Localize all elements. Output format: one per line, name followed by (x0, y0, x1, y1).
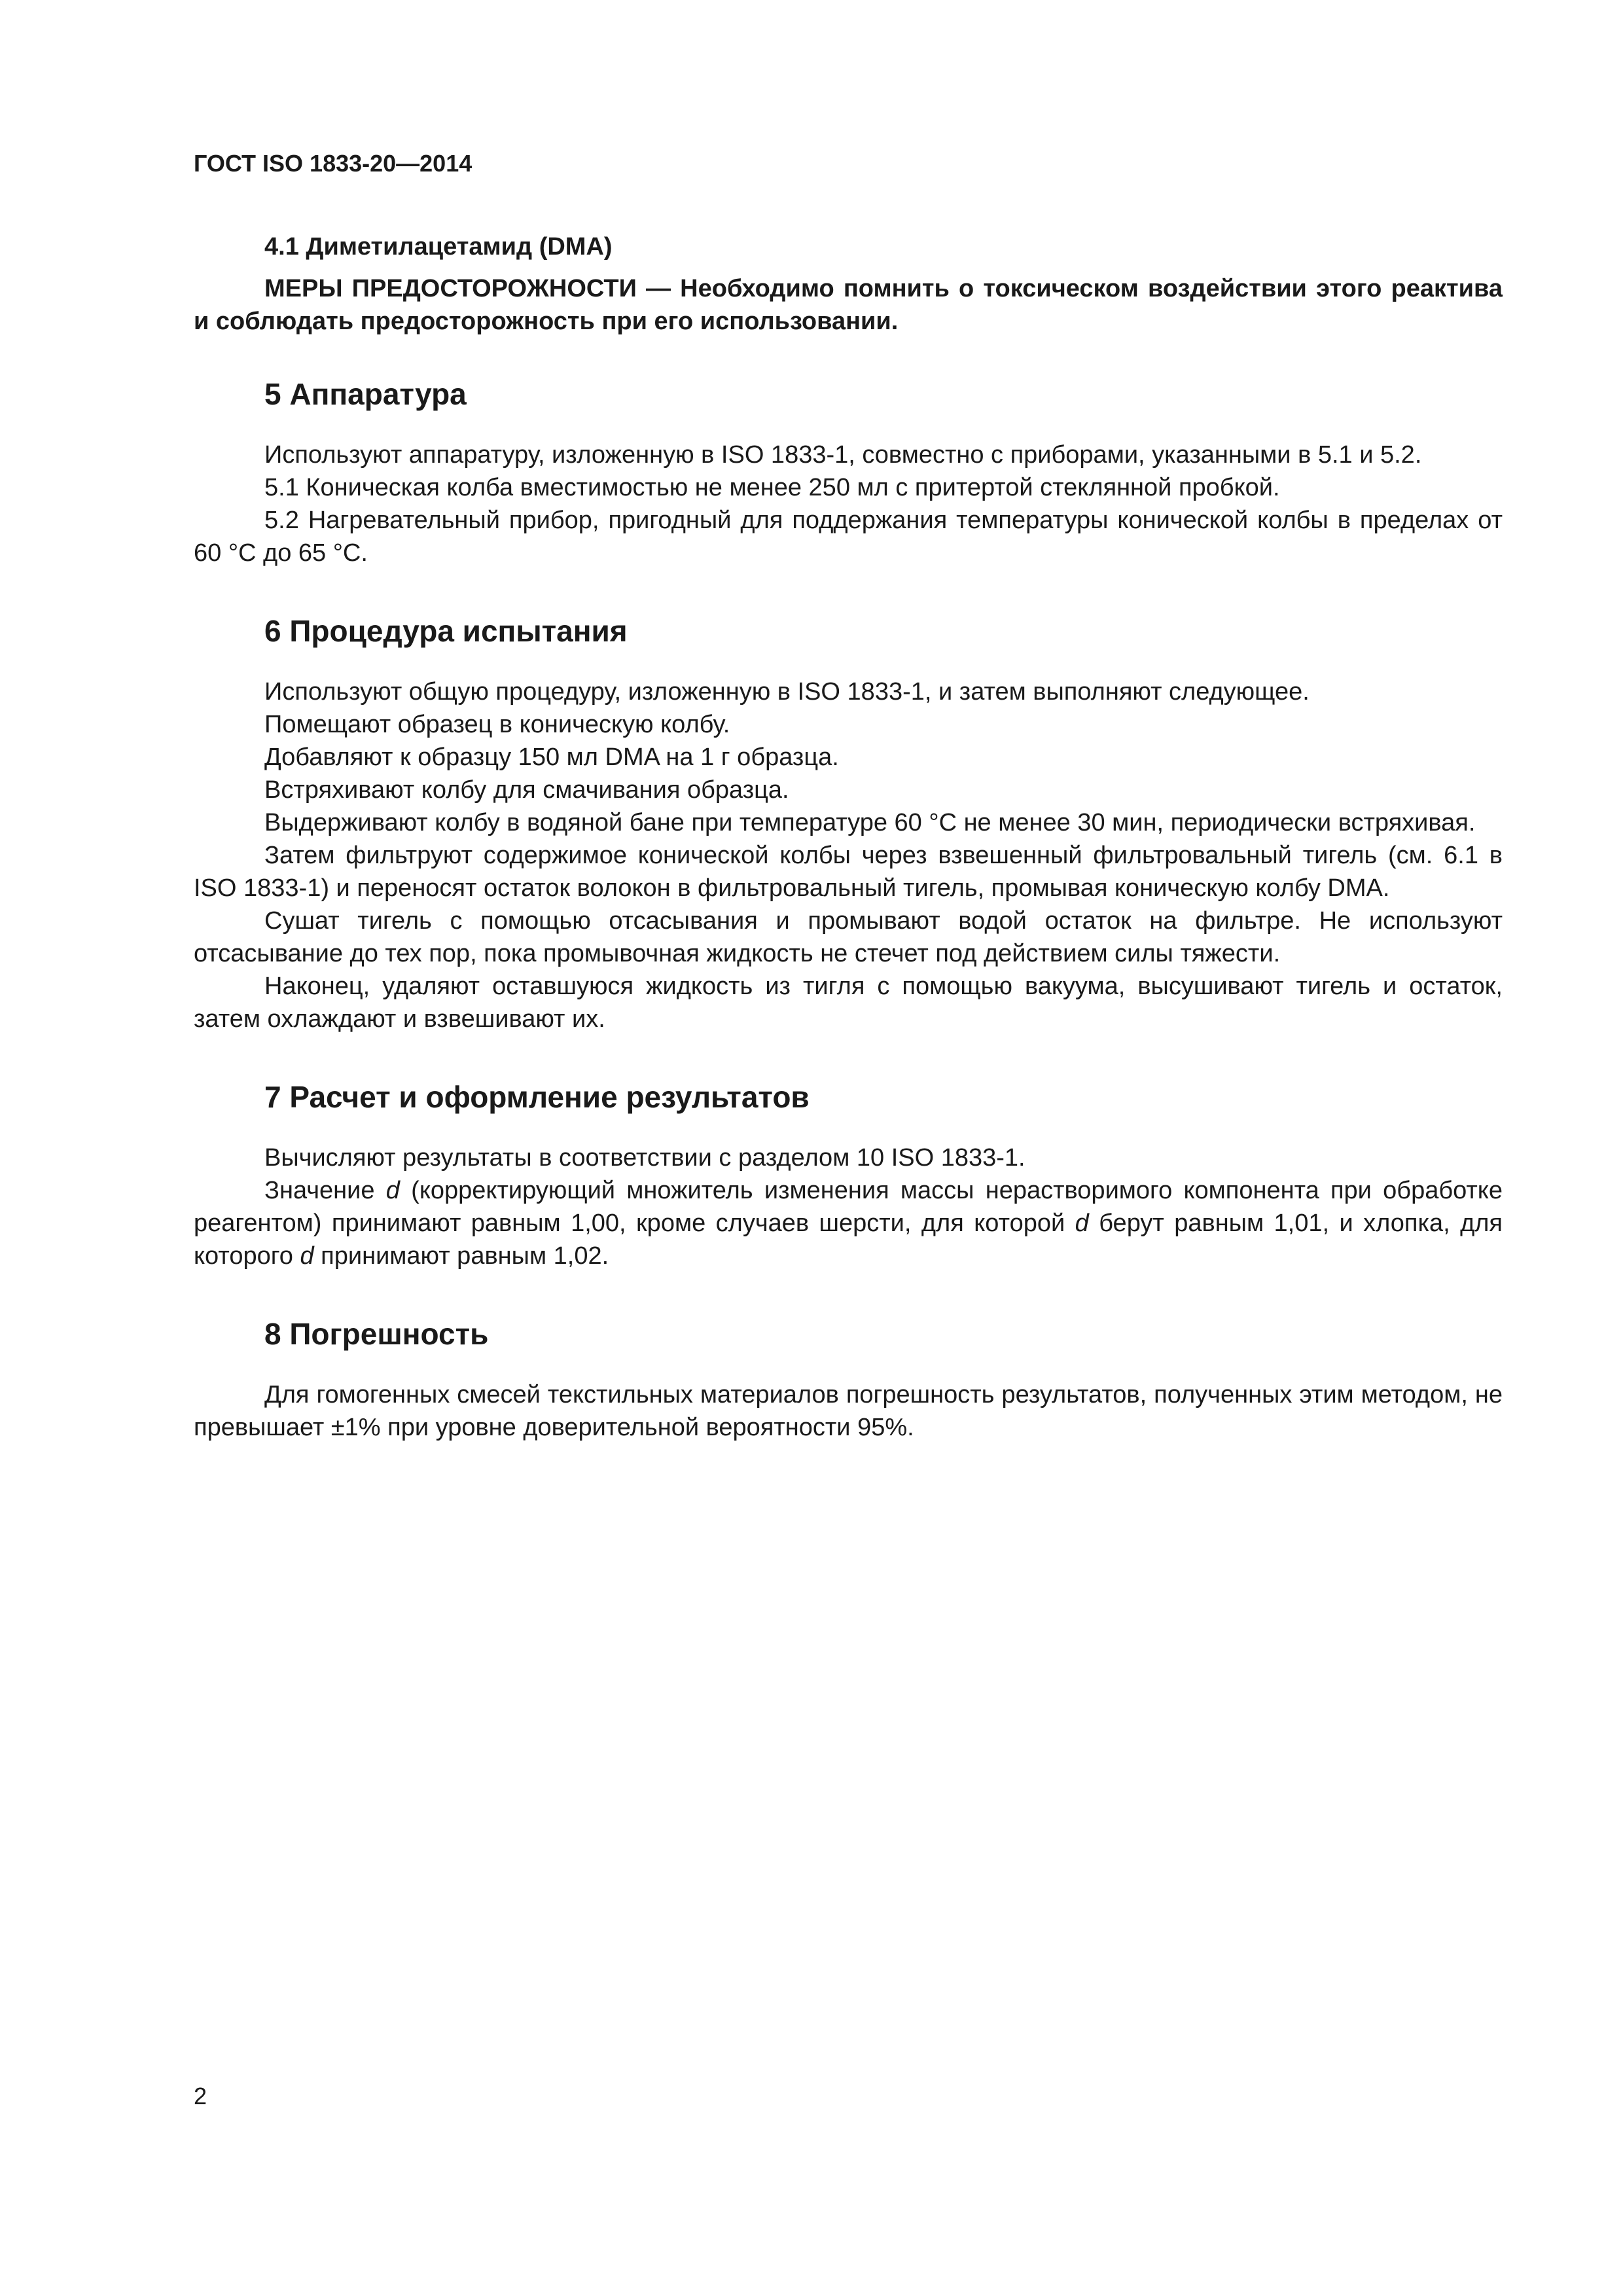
section-8-heading: 8 Погрешность (264, 1317, 489, 1351)
variable-d: d (1075, 1210, 1089, 1237)
section-7-heading: 7 Расчет и оформление результатов (264, 1080, 810, 1114)
text-run: (корректирующий множитель изменения массы нерастворимого компонента при обработке реагентом) принимают равным 1,00, кроме случаев шерсти, для которой (194, 1177, 1503, 1237)
section-6-paragraph: Сушат тигель с помощью отсасывания и промывают водой остаток на фильтре. Не используют отсасывание до тех пор, пока промывочная жидкость не стечет под действием силы тяжести. (194, 907, 1503, 967)
text-run: принимают равным 1,02. (313, 1242, 609, 1270)
section-5-heading: 5 Аппаратура (264, 377, 467, 411)
section-6-paragraph: Выдерживают колбу в водяной бане при температуре 60 °С не менее 30 мин, периодически встряхивая. (264, 809, 1476, 836)
variable-d: d (300, 1242, 314, 1270)
section-5-1-paragraph: 5.1 Коническая колба вместимостью не менее 250 мл с притертой стеклянной пробкой. (264, 474, 1280, 501)
text-run: берут равным 1,01, и хлопка, для которого (194, 1210, 1503, 1270)
variable-d: d (385, 1177, 400, 1204)
section-6-paragraph: Помещают образец в коническую колбу. (264, 711, 730, 738)
section-6-paragraph: Встряхивают колбу для смачивания образца. (264, 776, 789, 804)
section-6-paragraph: Затем фильтруют содержимое конической колбы через взвешенный фильтровальный тигель (см. 6.1 в ISO 1833-1) и переносят остаток волокон в фильтровальный тигель, промывая коническую колбу DMA. (194, 842, 1503, 902)
section-7-d-value-paragraph (194, 1174, 1503, 1272)
section-6-paragraph: Наконец, удаляют оставшуюся жидкость из тигля с помощью вакуума, высушивают тигель и остаток, затем охлаждают и взвешивают их. (194, 973, 1503, 1033)
text-run: Значение (264, 1177, 386, 1204)
section-6-paragraph: Добавляют к образцу 150 мл DMA на 1 г образца. (264, 744, 839, 771)
page-content (194, 145, 1503, 1444)
section-8-paragraph: Для гомогенных смесей текстильных материалов погрешность результатов, полученных этим методом, не превышает ±1% при уровне доверительной вероятности 95%. (194, 1381, 1503, 1441)
safety-warning: МЕРЫ ПРЕДОСТОРОЖНОСТИ — Необходимо помнить о токсическом воздействии этого реактива и соблюдать предосторожность при его использовании. (194, 275, 1503, 335)
section-7-paragraph: Вычисляют результаты в соответствии с разделом 10 ISO 1833-1. (264, 1144, 1026, 1172)
section-5-paragraph: Используют аппаратуру, изложенную в ISO 1833-1, совместно с приборами, указанными в 5.1 и 5.2. (264, 441, 1422, 469)
page-number: 2 (194, 2083, 207, 2109)
section-5-2-paragraph: 5.2 Нагревательный прибор, пригодный для поддержания температуры конической колбы в пределах от 60 °С до 65 °С. (194, 507, 1503, 567)
document-code: ГОСТ ISO 1833-20—2014 (194, 150, 473, 177)
section-6-paragraph: Используют общую процедуру, изложенную в ISO 1833-1, и затем выполняют следующее. (264, 678, 1310, 706)
section-6-heading: 6 Процедура испытания (264, 614, 628, 648)
subsection-4-1-title: 4.1 Диметилацетамид (DMA) (264, 233, 613, 260)
